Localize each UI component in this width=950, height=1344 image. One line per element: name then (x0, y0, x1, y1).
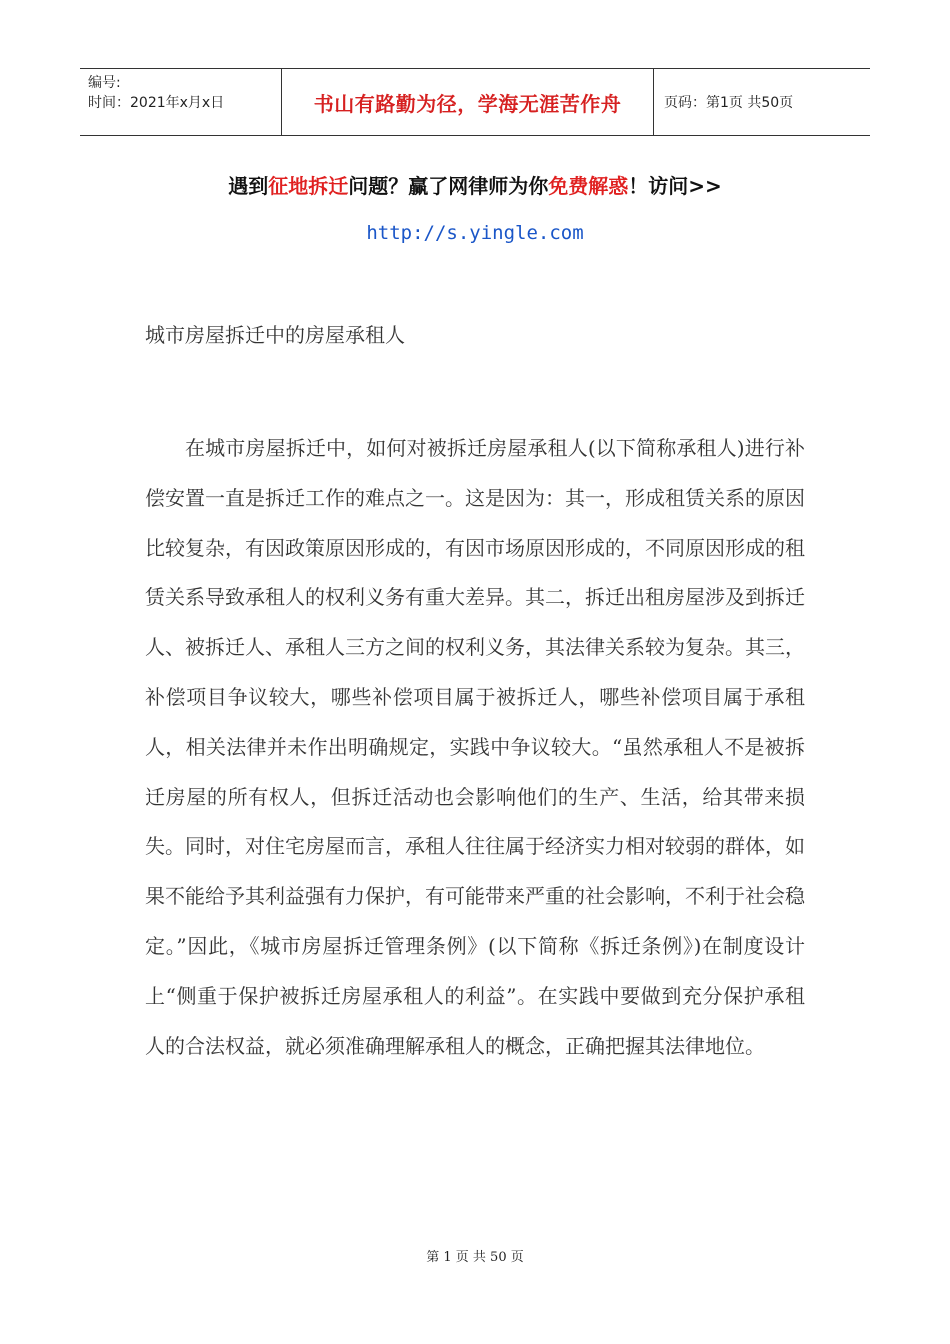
promo-highlight-1: 征地拆迁 (268, 174, 349, 198)
date-label: 时间：2021年x月x日 (88, 95, 225, 111)
document-paragraph: 在城市房屋拆迁中，如何对被拆迁房屋承租人(以下简称承租人)进行补偿安置一直是拆迁工作的难点之一。这是因为：其一，形成租赁关系的原因比较复杂，有因政策原因形成的，有因市场原因形成的，不同原因形成的租赁关系导致承租人的权利义务有重大差异。其二，拆迁出租房屋涉及到拆迁人、被拆迁人、承租人三方之间的权利义务，其法律关系较为复杂。其三，补偿项目争议较大，哪些补偿项目属于被拆迁人，哪些补偿项目属于承租人，相关法律并未作出明确规定，实践中争议较大。“虽然承租人不是被拆迁房屋的所有权人，但拆迁活动也会影响他们的生产、生活，给其带来损失。同时，对住宅房屋而言，承租人往往属于经济实力相对较弱的群体，如果不能给予其利益强有力保护，有可能带来严重的社会影响，不利于社会稳定。”因此，《城市房屋拆迁管理条例》(以下简称《拆迁条例》)在制度设计上“侧重于保护被拆迁房屋承租人的利益”。在实践中要做到充分保护承租人的合法权益，就必须准确理解承租人的概念，正确把握其法律地位。 (145, 436, 805, 1058)
header-meta (80, 69, 282, 135)
promo-banner (0, 170, 950, 199)
page-info-text: 页码：第1页 共50页 (664, 95, 794, 111)
serial-number-label: 编号: (88, 75, 121, 91)
header-motto (282, 69, 654, 135)
promo-link[interactable]: http://s.yingle.com (366, 222, 584, 244)
promo-text-3: ！访问>> (628, 174, 722, 198)
promo-text-1: 遇到 (228, 174, 269, 198)
document-header (80, 68, 870, 136)
promo-text-2: 问题？赢了网律师为你 (348, 174, 549, 198)
header-page-info (654, 69, 870, 135)
motto-text: 书山有路勤为径，学海无涯苦作舟 (313, 91, 622, 116)
document-title: 城市房屋拆迁中的房屋承租人 (145, 323, 405, 347)
promo-highlight-2: 免费解惑 (548, 174, 629, 198)
page-footer: 第 1 页 共 50 页 (426, 1250, 524, 1265)
